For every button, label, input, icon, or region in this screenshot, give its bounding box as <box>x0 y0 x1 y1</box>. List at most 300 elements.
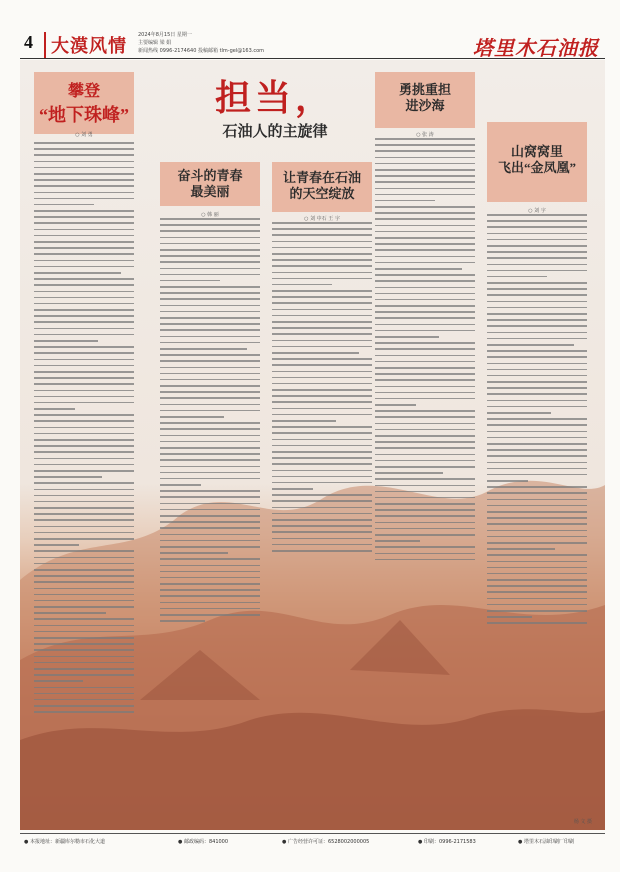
text-line <box>487 288 587 290</box>
text-line <box>34 383 134 385</box>
text-line <box>34 216 134 218</box>
text-line <box>272 519 372 521</box>
article-2-body <box>160 218 260 628</box>
photo-credit: 杨 文 摄 <box>573 819 592 825</box>
text-line <box>375 231 475 233</box>
text-line <box>160 503 260 505</box>
text-line <box>375 466 475 468</box>
text-line <box>487 344 574 346</box>
text-line <box>375 249 475 251</box>
text-line <box>34 662 134 664</box>
text-line <box>160 602 260 604</box>
text-line <box>160 224 260 226</box>
text-line <box>160 589 260 591</box>
text-line <box>160 385 260 387</box>
text-line <box>272 513 372 515</box>
article-3-title-line1: 让青春在石油 <box>282 170 361 185</box>
text-line <box>160 311 260 313</box>
text-line <box>487 437 587 439</box>
text-line <box>487 412 551 414</box>
text-line <box>375 398 475 400</box>
text-line <box>487 443 587 445</box>
text-line <box>160 577 260 579</box>
text-line <box>160 453 260 455</box>
headline-main: 担当， <box>214 78 335 118</box>
text-line <box>160 534 260 536</box>
text-line <box>272 265 372 267</box>
text-line <box>375 175 475 177</box>
text-line <box>34 241 134 243</box>
text-line <box>160 496 260 498</box>
text-line <box>34 693 134 695</box>
text-line <box>375 478 475 480</box>
text-line <box>487 276 547 278</box>
text-line <box>375 355 475 357</box>
text-line <box>34 272 121 274</box>
text-line <box>34 711 134 713</box>
text-line <box>272 333 372 335</box>
text-line <box>375 287 475 289</box>
text-line <box>34 631 134 633</box>
text-line <box>160 348 247 350</box>
text-line <box>160 286 260 288</box>
text-line <box>160 261 260 263</box>
text-line <box>160 595 260 597</box>
text-line <box>34 476 102 478</box>
text-line <box>375 256 475 258</box>
text-line <box>272 315 372 317</box>
text-line <box>272 463 372 465</box>
text-line <box>375 299 475 301</box>
text-line <box>160 527 260 529</box>
text-line <box>34 284 134 286</box>
text-line <box>34 575 134 577</box>
text-line <box>34 278 134 280</box>
text-line <box>160 342 260 344</box>
text-line <box>272 358 372 360</box>
text-line <box>487 610 587 612</box>
text-line <box>34 600 134 602</box>
text-line <box>487 332 587 334</box>
text-line <box>34 390 134 392</box>
text-line <box>375 454 475 456</box>
text-line <box>272 531 372 533</box>
article-2-title-line2: 最美丽 <box>190 184 230 199</box>
text-line <box>375 188 475 190</box>
text-line <box>375 330 475 332</box>
text-line <box>487 530 587 532</box>
text-line <box>272 494 372 496</box>
text-line <box>34 192 134 194</box>
text-line <box>272 302 372 304</box>
text-line <box>487 424 587 426</box>
text-line <box>375 342 475 344</box>
text-line <box>34 606 134 608</box>
contact-line: 新闻热线 0996-2174640 投稿邮箱 tlm-gel@163.com <box>138 48 265 54</box>
text-line <box>34 433 134 435</box>
article-title-card-1 <box>34 72 134 134</box>
text-line <box>375 169 475 171</box>
text-line <box>160 268 260 270</box>
text-line <box>160 280 220 282</box>
text-line <box>34 656 134 658</box>
text-line <box>375 534 475 536</box>
text-line <box>375 447 475 449</box>
text-line <box>375 460 475 462</box>
article-1-author: ○ 刘 勇 <box>75 132 93 138</box>
text-line <box>34 148 134 150</box>
article-5-author: ○ 刘 宇 <box>528 208 546 214</box>
text-line <box>375 410 475 412</box>
text-line <box>487 622 587 624</box>
text-line <box>272 488 313 490</box>
text-line <box>487 585 587 587</box>
text-line <box>487 251 587 253</box>
text-line <box>34 507 134 509</box>
text-line <box>272 364 372 366</box>
text-line <box>487 418 587 420</box>
text-line <box>487 598 587 600</box>
text-line <box>272 420 336 422</box>
text-line <box>487 474 587 476</box>
footer-printer: ● 塔里木石油印刷厂印刷 <box>518 839 574 845</box>
text-line <box>487 220 587 222</box>
text-line <box>34 420 134 422</box>
text-line <box>487 591 587 593</box>
article-2-author: ○ 韩 丽 <box>201 212 219 218</box>
text-line <box>160 484 201 486</box>
text-line <box>34 680 83 682</box>
text-line <box>375 262 475 264</box>
text-line <box>487 468 587 470</box>
text-line <box>375 515 475 517</box>
text-line <box>160 428 260 430</box>
text-line <box>34 464 134 466</box>
main-headline <box>175 78 375 141</box>
text-line <box>272 457 372 459</box>
text-line <box>375 361 475 363</box>
text-line <box>34 569 134 571</box>
text-line <box>34 309 134 311</box>
text-line <box>34 649 134 651</box>
text-line <box>487 511 587 513</box>
text-line <box>34 482 134 484</box>
text-line <box>160 422 260 424</box>
text-line <box>487 233 587 235</box>
headline-sub: 石油人的主旋律 <box>222 124 328 140</box>
text-line <box>272 389 372 391</box>
text-line <box>375 311 475 313</box>
text-line <box>160 552 228 554</box>
text-line <box>34 470 134 472</box>
text-line <box>375 416 475 418</box>
text-line <box>34 414 134 416</box>
footer-address: ● 本报地址：新疆库尔勒市石化大道 <box>24 839 105 845</box>
section-title: 大漠风情 <box>44 32 127 58</box>
text-line <box>34 161 134 163</box>
text-line <box>487 573 587 575</box>
text-line <box>160 447 260 449</box>
text-line <box>272 253 372 255</box>
text-line <box>375 522 475 524</box>
text-line <box>34 321 134 323</box>
text-line <box>272 445 372 447</box>
text-line <box>487 449 587 451</box>
article-4-author: ○ 张 涛 <box>416 132 434 138</box>
text-line <box>160 397 260 399</box>
text-line <box>487 523 587 525</box>
text-line <box>34 625 134 627</box>
text-line <box>160 490 260 492</box>
text-line <box>375 206 475 208</box>
text-line <box>34 154 134 156</box>
text-line <box>375 274 475 276</box>
text-line <box>375 553 475 555</box>
text-line <box>487 282 587 284</box>
text-line <box>160 230 260 232</box>
text-line <box>34 668 134 670</box>
article-title-card-5 <box>487 122 587 202</box>
text-line <box>272 432 372 434</box>
text-line <box>272 290 372 292</box>
text-line <box>272 352 359 354</box>
text-line <box>34 674 134 676</box>
text-line <box>160 249 260 251</box>
text-line <box>160 571 260 573</box>
text-line <box>487 375 587 377</box>
text-line <box>34 687 134 689</box>
text-line <box>272 470 372 472</box>
text-line <box>487 561 587 563</box>
text-line <box>487 356 587 358</box>
text-line <box>34 637 134 639</box>
article-title-card-2 <box>160 162 260 206</box>
text-line <box>34 291 134 293</box>
text-line <box>487 319 587 321</box>
text-line <box>34 185 134 187</box>
page-footer <box>20 833 605 848</box>
text-line <box>160 521 260 523</box>
text-line <box>160 354 260 356</box>
text-line <box>375 559 475 561</box>
text-line <box>34 544 79 546</box>
text-line <box>375 491 475 493</box>
text-line <box>272 346 372 348</box>
text-line <box>375 138 475 140</box>
article-3-author: ○ 刘 中石 王 宇 <box>304 216 340 222</box>
text-line <box>34 495 134 497</box>
text-line <box>487 325 587 327</box>
text-line <box>272 247 372 249</box>
article-4-body <box>375 138 475 568</box>
text-line <box>375 472 443 474</box>
text-line <box>487 579 587 581</box>
text-line <box>272 383 372 385</box>
text-line <box>272 228 372 230</box>
text-line <box>487 492 587 494</box>
text-line <box>272 309 372 311</box>
text-line <box>272 234 372 236</box>
text-line <box>34 612 106 614</box>
text-line <box>160 323 260 325</box>
text-line <box>160 441 260 443</box>
text-line <box>375 367 475 369</box>
text-line <box>160 540 260 542</box>
text-line <box>34 439 134 441</box>
text-line <box>160 373 260 375</box>
text-line <box>160 515 260 517</box>
text-line <box>34 204 94 206</box>
text-line <box>34 266 134 268</box>
text-line <box>34 260 134 262</box>
text-line <box>375 280 475 282</box>
text-line <box>34 458 134 460</box>
text-line <box>375 268 462 270</box>
text-line <box>375 404 416 406</box>
text-line <box>272 426 372 428</box>
text-line <box>160 292 260 294</box>
text-line <box>375 293 475 295</box>
text-line <box>487 486 587 488</box>
text-line <box>272 222 372 224</box>
text-line <box>375 348 475 350</box>
text-line <box>160 608 260 610</box>
text-line <box>272 272 372 274</box>
text-line <box>375 429 475 431</box>
text-line <box>34 643 134 645</box>
text-line <box>272 414 372 416</box>
text-line <box>487 307 587 309</box>
text-line <box>34 173 134 175</box>
article-4-title-line2: 进沙海 <box>405 98 445 113</box>
text-line <box>160 237 260 239</box>
text-line <box>375 317 475 319</box>
text-line <box>160 218 260 220</box>
article-1-title-line1: 攀登 <box>67 83 100 100</box>
text-line <box>160 391 260 393</box>
text-line <box>375 305 475 307</box>
text-line <box>375 212 475 214</box>
date-line: 2024年8月15日 星期一 <box>138 32 192 38</box>
text-line <box>487 214 587 216</box>
text-line <box>160 360 260 362</box>
text-line <box>375 181 475 183</box>
text-line <box>487 387 587 389</box>
footer-phone: ● 印刷：0996-2171583 <box>418 839 476 845</box>
text-line <box>375 435 475 437</box>
text-line <box>487 369 587 371</box>
text-line <box>272 451 372 453</box>
article-5-body <box>487 214 587 634</box>
text-line <box>34 396 134 398</box>
text-line <box>375 157 475 159</box>
text-line <box>272 327 372 329</box>
text-line <box>272 241 372 243</box>
text-line <box>34 297 134 299</box>
text-line <box>34 346 134 348</box>
text-line <box>272 544 372 546</box>
text-line <box>160 367 260 369</box>
article-3-title-line2: 的天空绽放 <box>289 186 355 201</box>
text-line <box>34 303 134 305</box>
text-line <box>34 235 134 237</box>
article-1-title-line2: “地下珠峰” <box>39 105 129 125</box>
article-title-card-4 <box>375 72 475 128</box>
text-line <box>272 371 372 373</box>
article-1-body <box>34 142 134 722</box>
text-line <box>34 142 134 144</box>
text-line <box>34 247 134 249</box>
text-line <box>34 581 134 583</box>
text-line <box>160 478 260 480</box>
text-line <box>272 482 372 484</box>
text-line <box>375 423 475 425</box>
text-line <box>487 517 587 519</box>
text-line <box>487 400 587 402</box>
text-line <box>34 445 134 447</box>
text-line <box>34 408 75 410</box>
text-line <box>487 616 532 618</box>
text-line <box>272 395 372 397</box>
text-line <box>487 505 587 507</box>
text-line <box>160 404 260 406</box>
text-line <box>487 264 587 266</box>
text-line <box>160 435 260 437</box>
text-line <box>34 167 134 169</box>
text-line <box>34 427 134 429</box>
text-line <box>160 329 260 331</box>
text-line <box>272 284 332 286</box>
text-line <box>34 618 134 620</box>
text-line <box>272 507 372 509</box>
text-line <box>34 699 134 701</box>
text-line <box>272 340 372 342</box>
text-line <box>34 328 134 330</box>
text-line <box>160 565 260 567</box>
text-line <box>34 402 134 404</box>
text-line <box>487 313 587 315</box>
text-line <box>34 315 134 317</box>
text-line <box>160 243 260 245</box>
text-line <box>160 298 260 300</box>
footer-license: ● 广告经营许可证：6528002000005 <box>282 839 370 845</box>
text-line <box>34 588 134 590</box>
text-line <box>34 377 134 379</box>
text-line <box>487 301 587 303</box>
text-line <box>487 548 555 550</box>
text-line <box>160 614 260 616</box>
text-line <box>34 371 134 373</box>
text-line <box>487 499 587 501</box>
text-line <box>487 455 587 457</box>
text-line <box>34 705 134 707</box>
text-line <box>375 336 439 338</box>
text-line <box>160 509 260 511</box>
text-line <box>34 519 134 521</box>
text-line <box>487 554 587 556</box>
text-line <box>160 466 260 468</box>
text-line <box>487 226 587 228</box>
text-line <box>375 225 475 227</box>
text-line <box>34 340 98 342</box>
text-line <box>272 525 372 527</box>
text-line <box>34 334 134 336</box>
text-line <box>375 509 475 511</box>
text-line <box>375 373 475 375</box>
text-line <box>272 377 372 379</box>
text-line <box>34 222 134 224</box>
text-line <box>487 536 587 538</box>
